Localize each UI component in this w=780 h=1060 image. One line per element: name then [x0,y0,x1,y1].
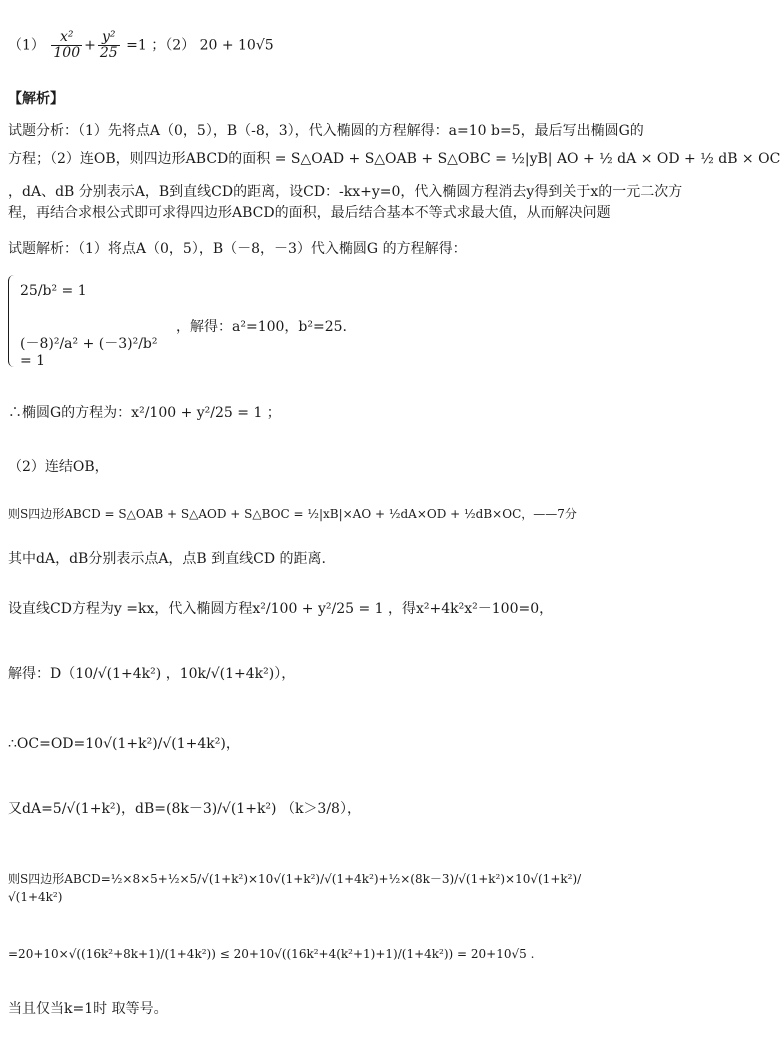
system-solution: ，解得：a²=100，b²=25. [176,319,347,335]
system-eq-1: 25/b² = 1 [20,283,87,299]
equality-condition: 当且仅当k=1时 取等号。 [8,1001,168,1017]
area-expression: 则S四边形ABCD=½×8×5+½×5/√(1+k²)×10√(1+k²)/√(1+4k²)+½×(8k－3)/√(1+k²)×10√(1+k²)/√(1+4k²) [8,872,582,904]
answer-frac-y: $\frac{\text{y²}}{25}$ [99,29,118,61]
line-cd-setup: 设直线CD方程为y =kx，代入椭圆方程x²/100 + y²/25 = 1 ，得x²+4k²x²－100=0， [8,601,554,617]
analysis-line-4: 程，再结合求根公式即可求得四边形ABCD的面积，最后结合基本不等式求最大值，从而解决问题 [8,205,611,221]
analysis-line-3: ，dA、dB 分别表示A，B到直线CD的距离，设CD：-kx+y=0，代入椭圆方程消去y得到关于x的一元二次方 [8,184,683,200]
ellipse-equation: ∴椭圆G的方程为：x²/100 + y²/25 = 1 ； [8,405,281,421]
area-formula: 则S四边形ABCD = S△OAB + S△AOD + S△BOC = ½|xB|×AO + ½dA×OD + ½dB×OC，——7分 [8,507,577,521]
system-eq-2: (－8)²/a² + (－3)²/b² = 1 [20,336,158,369]
point-d-solution: 解得：D（10/√(1+4k²) ，10k/√(1+4k²)）， [8,666,296,682]
oc-od-equation: ∴OC=OD=10√(1+k²)/√(1+4k²)， [8,736,240,752]
analysis-line-2: 方程；（2）连OB，则四边形ABCD的面积 = S△OAD + S△OAB + S△OBC = ½|yB| AO + ½ dA × OD + ½ dB × OC [8,151,780,167]
equation-system [8,275,168,367]
system-brace [8,275,15,367]
answer-part1-label: （1） [8,37,45,54]
area-bound: =20+10×√((16k²+8k+1)/(1+4k²)) ≤ 20+10√((16k²+4(k²+1)+1)/(1+4k²)) = 20+10√5 . [8,947,535,961]
distance-note: 其中dA，dB分别表示点A，点B 到直线CD 的距离. [8,551,327,567]
answer-rest: =1 ；（2） 20 + 10√5 [126,37,274,54]
solution-intro: 试题解析：（1）将点A（0，5），B（－8，－3）代入椭圆G 的方程解得： [8,241,467,257]
da-db-equation: 又dA=5/√(1+k²)，dB=(8k－3)/√(1+k²) （k＞3/8）， [8,801,361,817]
part2-label: （2）连结OB， [8,459,109,475]
answer-line: （1） $\frac{\text{x²}}{100}$ + $\frac{\text{y²}}{25}$ =1 ；（2） 20 + 10√5 [8,29,274,61]
analysis-line-1: 试题分析：（1）先将点A（0，5），B（-8，3），代入椭圆的方程解得：a=10 b=5，最后写出椭圆G的 [8,123,644,139]
answer-frac-x: $\frac{\text{x²}}{100}$ [53,29,81,61]
analysis-heading: 【解析】 [8,91,64,107]
